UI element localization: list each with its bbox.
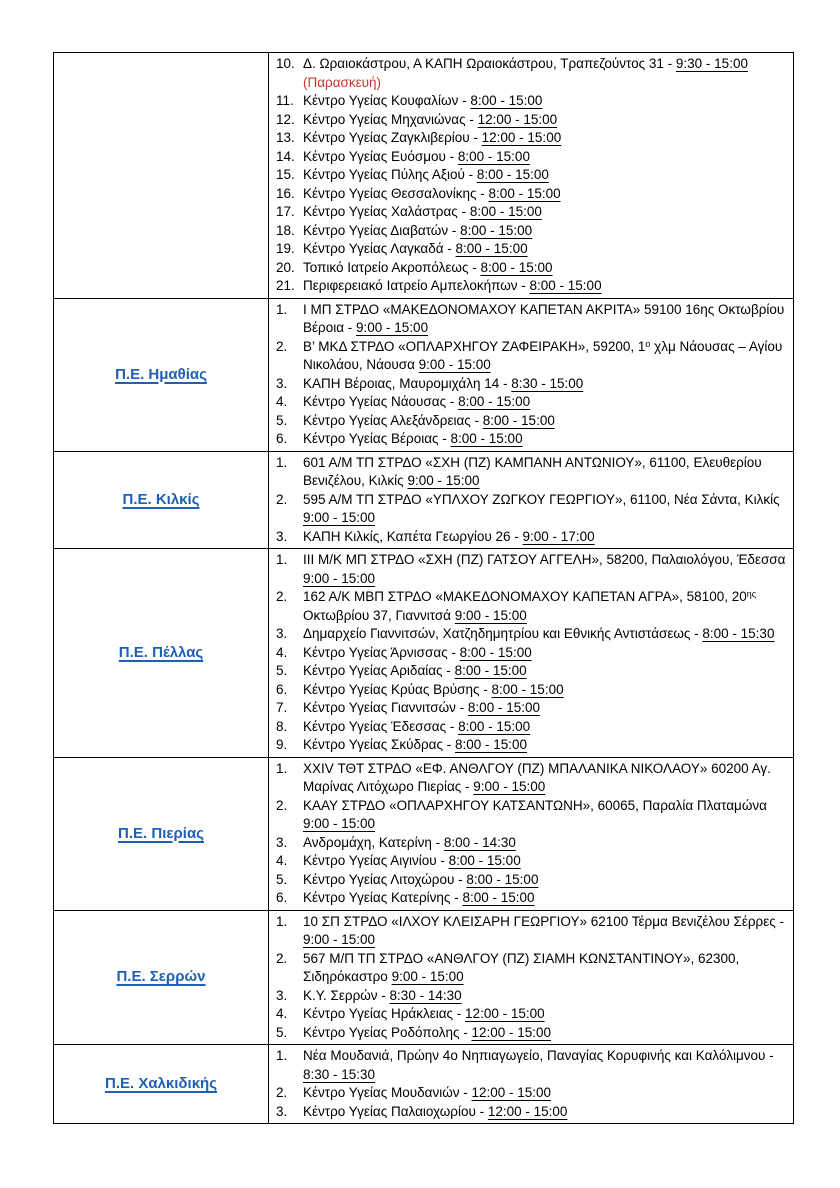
location-item — [273, 913, 787, 950]
region-row — [54, 757, 794, 910]
item-text-segment: Τοπικό Ιατρείο Ακροπόλεως - — [303, 259, 481, 275]
region-row — [54, 1045, 794, 1124]
location-item — [273, 644, 787, 663]
location-item — [273, 259, 787, 278]
location-item — [273, 681, 787, 700]
item-text — [303, 889, 787, 908]
item-number: 1. — [276, 1048, 288, 1063]
location-item — [273, 760, 787, 797]
item-hours: 9:00 - 15:00 — [473, 779, 546, 794]
item-text-segment: Κέντρο Υγείας Ζαγκλιβερίου - — [303, 130, 482, 145]
location-item — [273, 1103, 787, 1122]
item-text — [303, 148, 787, 167]
item-hours: 9:00 - 15:00 — [303, 570, 376, 586]
item-text-segment: XXIV ΤΘΤ ΣΤΡΔΟ «ΕΦ. ΑΝΘΛΓΟΥ (ΠΖ) ΜΠΑΛΑΝΙΚΑ ΝΙΚΟΛΑΟΥ» 60200 Αγ. Μαρίνας Λιτόχωρο Πιερίας - — [303, 760, 771, 794]
item-hours: 12:00 - 15:00 — [481, 130, 562, 145]
item-number: 4. — [276, 644, 288, 660]
item-text-segment: Κέντρο Υγείας Αριδαίας - — [303, 663, 455, 678]
region-name: Π.Ε. Ημαθίας — [115, 365, 207, 383]
item-hours: 8:00 - 14:30 — [443, 834, 516, 850]
item-text — [303, 760, 787, 797]
item-hours: 8:00 - 15:00 — [529, 278, 602, 293]
item-hours: 9:30 - 15:00 — [675, 56, 748, 71]
item-number: 3. — [276, 375, 288, 391]
item-number: 3. — [276, 834, 288, 850]
item-hours: 9:00 - 15:00 — [454, 607, 527, 623]
item-number: 18. — [276, 222, 295, 238]
item-hours: 8:00 - 15:00 — [491, 681, 564, 697]
item-text-segment: 567 Μ/Π ΤΠ ΣΤΡΔΟ «ΑΝΘΛΓΟΥ (ΠΖ) ΣΙΑΜΗ ΚΩΝΣΤΑΝΤΙΝΟΥ», 62300, Σιδηρόκαστρο — [303, 950, 740, 984]
item-hours: 8:00 - 15:00 — [454, 663, 527, 678]
item-text-segment: Κέντρο Υγείας Αλεξάνδρειας - — [303, 412, 483, 428]
region-name: Π.Ε. Κιλκίς — [122, 490, 200, 508]
item-hours: 8:00 - 15:00 — [457, 148, 530, 164]
item-hours: 8:00 - 15:00 — [482, 412, 555, 428]
item-number: 5. — [276, 871, 288, 887]
region-name-cell — [54, 1045, 269, 1124]
regions-schedule-table-body — [54, 53, 794, 1124]
location-item — [273, 834, 787, 853]
item-hours: 9:00 - 15:00 — [356, 320, 429, 335]
item-number: 2. — [276, 589, 288, 604]
item-text-segment: Κέντρο Υγείας Σκύδρας - — [303, 737, 455, 752]
item-hours: 8:00 - 15:00 — [458, 394, 531, 409]
item-text — [303, 913, 787, 950]
region-row — [54, 549, 794, 758]
item-text — [303, 111, 787, 130]
item-hours: 8:00 - 15:00 — [448, 853, 521, 868]
item-hours: 12:00 - 15:00 — [465, 1006, 545, 1021]
item-text — [303, 129, 787, 148]
item-text-segment: Οκτωβρίου 37, Γιαννιτσά — [303, 607, 455, 623]
item-text-segment: Κέντρο Υγείας Κουφαλίων - — [303, 93, 471, 108]
item-text-segment: Κέντρο Υγείας Κατερίνης - — [303, 890, 463, 905]
item-text-segment: Κέντρο Υγείας Μουδανιών - — [303, 1085, 472, 1100]
location-item — [273, 454, 787, 491]
item-hours: 12:00 - 15:00 — [477, 111, 558, 127]
location-item — [273, 129, 787, 148]
item-text-segment: Κέντρο Υγείας Χαλάστρας - — [303, 204, 470, 219]
item-text-segment: 162 Α/Κ ΜΒΠ ΣΤΡΔΟ «ΜΑΚΕΔΟΝΟΜΑΧΟΥ ΚΑΠΕΤΑΝ ΑΓΡΑ», 58100, 20 — [303, 589, 747, 604]
locations-cell — [269, 1045, 794, 1124]
item-text — [303, 871, 787, 890]
item-text-segment: Κέντρο Υγείας Ροδόπολης - — [303, 1024, 472, 1040]
item-hours: 8:00 - 15:00 — [455, 241, 528, 256]
item-text-segment: 595 Α/Μ ΤΠ ΣΤΡΔΟ «ΥΠΛΧΟΥ ΖΩΓΚΟΥ ΓΕΩΡΓΙΟΥ», 61100, Νέα Σάντα, Κιλκίς — [303, 491, 780, 507]
item-hours: 9:00 - 17:00 — [522, 528, 595, 544]
item-number: 2. — [276, 797, 288, 813]
item-number: 20. — [276, 259, 295, 275]
location-item — [273, 528, 787, 547]
item-text-segment: Κέντρο Υγείας Γιαννιτσών - — [303, 700, 468, 715]
region-name: Π.Ε. Σερρών — [116, 968, 206, 986]
item-text-segment: Κέντρο Υγείας Ευόσμου - — [303, 148, 458, 164]
locations-cell — [269, 53, 794, 299]
item-text — [303, 625, 787, 644]
item-text-segment: ΚΑΑΥ ΣΤΡΔΟ «ΟΠΛΑΡΧΗΓΟΥ ΚΑΤΣΑΝΤΩΝΗ», 60065, Παραλία Πλαταμώνα — [303, 797, 767, 813]
item-number: 5. — [276, 663, 288, 678]
item-number: 1. — [276, 454, 288, 470]
item-text — [303, 1084, 787, 1103]
item-text — [303, 240, 787, 259]
region-name-cell — [54, 298, 269, 451]
item-text — [303, 185, 787, 204]
location-item — [273, 852, 787, 871]
item-hours: 8:00 - 15:00 — [454, 737, 528, 752]
item-text-segment: Δημαρχείο Γιαννιτσών, Χατζηδημητρίου και Εθνικής Αντιστάσεως - — [303, 626, 703, 641]
item-hours: 8:00 - 15:00 — [460, 222, 533, 238]
regions-schedule-table — [53, 52, 794, 1124]
location-item — [273, 551, 787, 588]
item-number: 6. — [276, 431, 288, 446]
location-item — [273, 736, 787, 755]
item-hours: 12:00 - 15:00 — [471, 1085, 552, 1100]
item-text-segment: Β’ ΜΚΔ ΣΤΡΔΟ «ΟΠΛΑΡΧΗΓΟΥ ΖΑΦΕΙΡΑΚΗ», 59200, 1 — [303, 338, 646, 354]
item-number: 1. — [276, 913, 288, 929]
location-item — [273, 1024, 787, 1043]
item-number: 17. — [276, 204, 295, 219]
item-text — [303, 393, 787, 412]
item-superscript: ο — [645, 338, 651, 349]
item-text-segment: Κέντρο Υγείας Νάουσας - — [303, 394, 459, 409]
item-superscript: ης — [746, 589, 757, 599]
item-text-segment: Κέντρο Υγείας Παλαιοχωρίου - — [303, 1103, 488, 1119]
item-number: 3. — [276, 987, 288, 1003]
location-item — [273, 55, 787, 92]
item-hours: 8:00 - 15:00 — [476, 167, 549, 182]
item-hours: 9:00 - 15:00 — [391, 969, 464, 984]
item-hours: 8:00 - 15:00 — [488, 185, 561, 201]
item-number: 4. — [276, 853, 288, 868]
item-text — [303, 644, 787, 663]
location-item — [273, 412, 787, 431]
item-text-segment: χλμ Νάουσας – Αγίου Νικολάου, Νάουσα — [303, 338, 783, 372]
region-name: Π.Ε. Πιερίας — [118, 824, 204, 842]
item-text-segment: Κέντρο Υγείας Αιγινίου - — [303, 853, 449, 868]
region-name-cell — [54, 53, 269, 299]
location-item — [273, 491, 787, 528]
item-hours: 8:00 - 15:00 — [458, 718, 531, 734]
item-text-segment: 601 Α/Μ ΤΠ ΣΤΡΔΟ «ΣΧΗ (ΠΖ) ΚΑΜΠΑΝΗ ΑΝΤΩΝΙΟΥ», 61100, Ελευθερίου Βενιζέλου, Κιλκίς — [303, 454, 762, 488]
item-number: 19. — [276, 241, 295, 256]
item-text — [303, 55, 787, 92]
location-item — [273, 1084, 787, 1103]
item-text — [303, 1047, 787, 1084]
location-item — [273, 625, 787, 644]
item-text-segment: Κέντρο Υγείας Μηχανιώνας - — [303, 111, 478, 127]
item-text-segment: Νέα Μουδανιά, Πρώην 4ο Νηπιαγωγείο, Παναγίας Κορυφινής και Καλόλιμνου - — [303, 1048, 774, 1063]
item-number: 4. — [276, 394, 288, 409]
region-row — [54, 298, 794, 451]
location-item — [273, 430, 787, 449]
item-number: 1. — [276, 760, 288, 776]
location-item — [273, 797, 787, 834]
region-name-cell — [54, 910, 269, 1045]
item-number: 14. — [276, 148, 295, 164]
item-hours: 12:00 - 15:00 — [487, 1103, 568, 1119]
item-text-segment: 10 ΣΠ ΣΤΡΔΟ «ΙΛΧΟΥ ΚΛΕΙΣΑΡΗ ΓΕΩΡΓΙΟΥ» 62100 Τέρμα Βενιζέλου Σέρρες - — [303, 913, 784, 929]
location-item — [273, 92, 787, 111]
item-number: 2. — [276, 1085, 288, 1100]
location-item — [273, 987, 787, 1006]
item-number: 3. — [276, 1103, 288, 1119]
item-number: 2. — [276, 491, 288, 507]
item-text — [303, 259, 787, 278]
item-number: 3. — [276, 626, 288, 641]
item-text-segment: Περιφερειακό Ιατρείο Αμπελοκήπων - — [303, 278, 530, 293]
item-number: 10. — [276, 56, 295, 71]
item-hours: 9:00 - 15:00 — [407, 473, 480, 488]
item-text-segment: Ανδρομάχη, Κατερίνη - — [303, 834, 444, 850]
item-text — [303, 454, 787, 491]
item-text — [303, 987, 787, 1006]
region-name: Π.Ε. Πέλλας — [118, 643, 204, 661]
item-hours: 8:00 - 15:00 — [469, 204, 542, 219]
item-number: 5. — [276, 1024, 288, 1040]
item-text — [303, 1005, 787, 1024]
item-text — [303, 166, 787, 185]
item-number: 7. — [276, 700, 288, 715]
item-hours: 8:00 - 15:00 — [450, 431, 523, 446]
item-hours: 8:00 - 15:00 — [462, 890, 535, 905]
item-number: 13. — [276, 130, 295, 145]
item-text — [303, 681, 787, 700]
item-text-segment: Δ. Ωραιοκάστρου, Α ΚΑΠΗ Ωραιοκάστρου, Τραπεζούντος 31 - — [303, 56, 676, 71]
location-item — [273, 203, 787, 222]
item-text-segment: ΙΙΙ Μ/Κ ΜΠ ΣΤΡΔΟ «ΣΧΗ (ΠΖ) ΓΑΤΣΟΥ ΑΓΓΕΛΗ», 58200, Παλαιολόγου, Έδεσσα — [303, 552, 786, 567]
item-hours: 9:00 - 15:00 — [418, 357, 491, 372]
location-item — [273, 950, 787, 987]
item-hours: 8:00 - 15:00 — [470, 93, 543, 108]
location-item — [273, 393, 787, 412]
location-item — [273, 1047, 787, 1084]
item-note: (Παρασκευή) — [303, 74, 382, 90]
item-number: 2. — [276, 950, 288, 966]
item-text-segment: Κέντρο Υγείας Λαγκαδά - — [303, 241, 456, 256]
location-item — [273, 222, 787, 241]
region-name: Π.Ε. Χαλκιδικής — [104, 1075, 218, 1092]
location-item — [273, 889, 787, 908]
location-item — [273, 588, 787, 625]
item-text — [303, 834, 787, 853]
location-item — [273, 240, 787, 259]
item-hours: 8:00 - 15:30 — [702, 626, 775, 641]
location-item — [273, 166, 787, 185]
region-row — [54, 53, 794, 299]
location-item — [273, 662, 787, 681]
locations-cell — [269, 910, 794, 1045]
item-hours: 9:00 - 15:00 — [303, 932, 376, 947]
location-item — [273, 111, 787, 130]
location-item — [273, 375, 787, 394]
item-text — [303, 375, 787, 394]
item-text — [303, 92, 787, 111]
item-text — [303, 203, 787, 222]
item-text — [303, 699, 787, 718]
item-text-segment: Κέντρο Υγείας Έδεσσας - — [303, 718, 459, 734]
item-hours: 8:30 - 15:30 — [303, 1066, 376, 1082]
item-text-segment: Κέντρο Υγείας Λιτοχώρου - — [303, 871, 467, 887]
item-hours: 8:30 - 14:30 — [389, 987, 462, 1003]
location-item — [273, 301, 787, 338]
item-text — [303, 222, 787, 241]
item-text — [303, 301, 787, 338]
item-hours: 8:30 - 15:00 — [511, 375, 584, 391]
item-text — [303, 277, 787, 296]
location-item — [273, 338, 787, 375]
item-number: 9. — [276, 737, 288, 752]
item-hours: 8:00 - 15:00 — [467, 700, 540, 715]
item-hours: 8:00 - 15:00 — [459, 644, 532, 660]
locations-cell — [269, 549, 794, 758]
item-text — [303, 950, 787, 987]
item-number: 3. — [276, 528, 288, 544]
region-name-cell — [54, 757, 269, 910]
item-number: 6. — [276, 681, 288, 697]
item-number: 1. — [276, 301, 288, 317]
item-text-segment: Κ.Υ. Σερρών - — [303, 987, 390, 1003]
location-item — [273, 277, 787, 296]
item-number: 16. — [276, 185, 295, 201]
location-item — [273, 871, 787, 890]
item-text — [303, 1103, 787, 1122]
item-hours: 9:00 - 15:00 — [303, 510, 376, 525]
item-text-segment: ΚΑΠΗ Κιλκίς, Καπέτα Γεωργίου 26 - — [303, 528, 523, 544]
item-text — [303, 412, 787, 431]
item-text — [303, 338, 787, 375]
item-text-segment: Κέντρο Υγείας Άρνισσας - — [303, 644, 460, 660]
item-text-segment: Κέντρο Υγείας Πύλης Αξιού - — [303, 167, 477, 182]
item-text — [303, 852, 787, 871]
location-item — [273, 185, 787, 204]
item-text-segment: Κέντρο Υγείας Ηράκλειας - — [303, 1006, 466, 1021]
item-number: 15. — [276, 167, 295, 182]
item-number: 4. — [276, 1006, 288, 1021]
item-text — [303, 551, 787, 588]
item-number: 8. — [276, 718, 288, 734]
region-row — [54, 910, 794, 1045]
item-number: 6. — [276, 890, 288, 905]
item-hours: 8:00 - 15:00 — [480, 259, 553, 275]
item-text — [303, 662, 787, 681]
location-item — [273, 718, 787, 737]
region-name-cell — [54, 549, 269, 758]
item-text — [303, 430, 787, 449]
item-number: 5. — [276, 412, 288, 428]
item-text-segment: Κέντρο Υγείας Θεσσαλονίκης - — [303, 185, 489, 201]
item-text-segment: Κέντρο Υγείας Βέροιας - — [303, 431, 451, 446]
item-text — [303, 588, 787, 625]
item-text — [303, 528, 787, 547]
item-text-segment: Ι ΜΠ ΣΤΡΔΟ «ΜΑΚΕΔΟΝΟΜΑΧΟΥ ΚΑΠΕΤΑΝ ΑΚΡΙΤΑ» 59100 16ης Οκτωβρίου Βέροια - — [303, 301, 785, 335]
item-number: 12. — [276, 111, 295, 127]
item-text — [303, 718, 787, 737]
location-item — [273, 1005, 787, 1024]
item-hours: 9:00 - 15:00 — [303, 816, 376, 831]
item-text-segment: Κέντρο Υγείας Διαβατών - — [303, 222, 461, 238]
item-text-segment: Κέντρο Υγείας Κρύας Βρύσης - — [303, 681, 492, 697]
location-item — [273, 699, 787, 718]
region-row — [54, 451, 794, 549]
region-name-cell — [54, 451, 269, 549]
item-text — [303, 797, 787, 834]
item-number: 11. — [276, 93, 294, 108]
item-hours: 8:00 - 15:00 — [466, 871, 539, 887]
item-text — [303, 1024, 787, 1043]
item-number: 2. — [276, 338, 288, 354]
item-text-segment: ΚΑΠΗ Βέροιας, Μαυρομιχάλη 14 - — [303, 375, 512, 391]
location-item — [273, 148, 787, 167]
locations-cell — [269, 757, 794, 910]
item-text — [303, 736, 787, 755]
locations-cell — [269, 298, 794, 451]
item-text — [303, 491, 787, 528]
item-number: 1. — [276, 552, 288, 567]
item-number: 21. — [276, 278, 295, 293]
item-hours: 12:00 - 15:00 — [471, 1024, 552, 1040]
locations-cell — [269, 451, 794, 549]
